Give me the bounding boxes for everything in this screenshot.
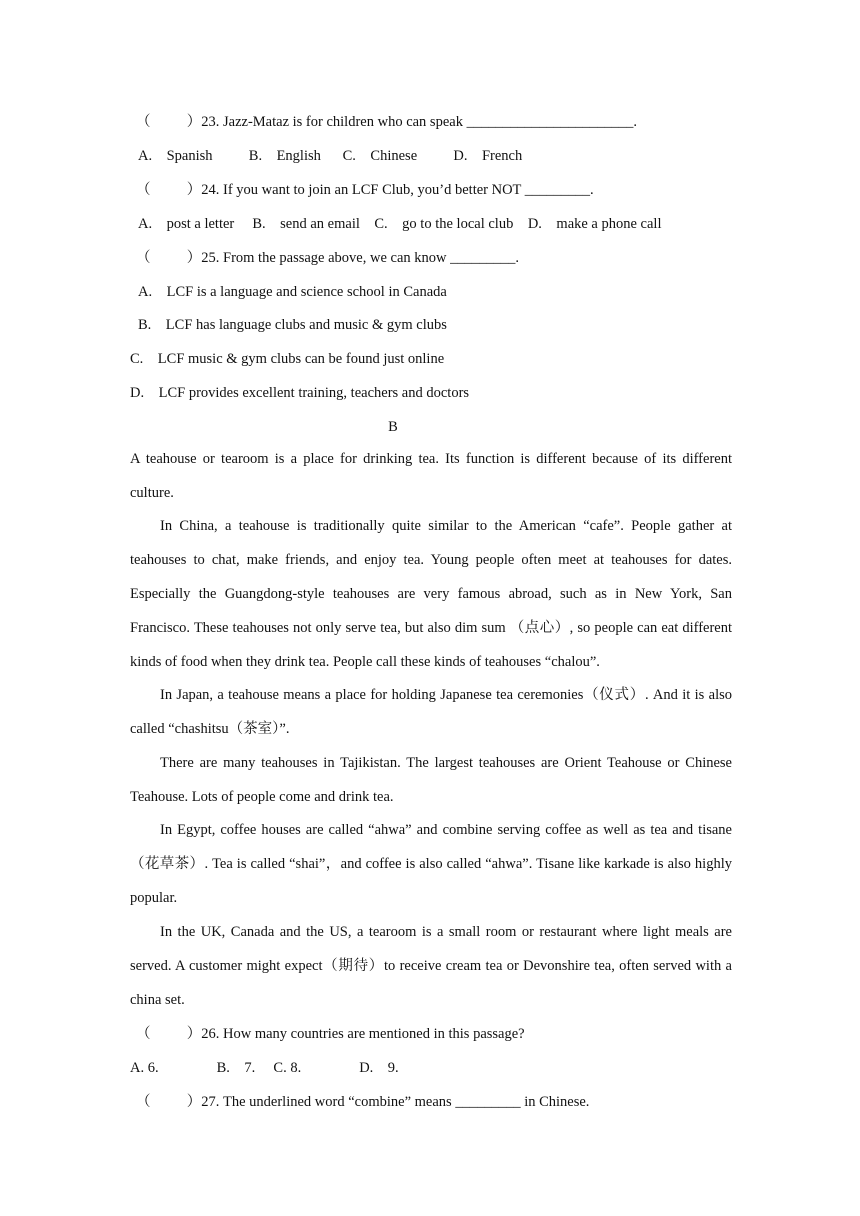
q24-options: A. post a letter B. send an email C. go to the local club D. make a phone call [138, 216, 662, 232]
passage-paragraph: In the UK, Canada and the US, a tearoom is a small room or restaurant where light meals are served. A customer might expect（期待）to receive cream tea or Devonshire tea, often served with a china set. [130, 924, 732, 1008]
q23-options: A. Spanish B. English C. Chinese D. French [138, 148, 523, 164]
q27-stem: （ ）27. The underlined word “combine” means _________ in Chinese. [136, 1094, 590, 1110]
section-heading: B [388, 419, 398, 435]
q25-option-c: C. LCF music & gym clubs can be found just online [130, 351, 445, 367]
passage-paragraph: In Japan, a teahouse means a place for holding Japanese tea ceremonies（仪式）. And it is also called “chashitsu（茶室）”. [130, 687, 732, 737]
passage-paragraph: A teahouse or tearoom is a place for drinking tea. Its function is different because of its different culture. [130, 451, 732, 501]
passage-paragraph: There are many teahouses in Tajikistan. The largest teahouses are Orient Teahouse or Chinese Teahouse. Lots of people come and drink tea. [130, 755, 732, 805]
q24-stem: （ ）24. If you want to join an LCF Club, you’d better NOT _________. [136, 182, 594, 198]
q26-stem: （ ）26. How many countries are mentioned in this passage? [136, 1026, 525, 1042]
q23-stem: （ ）23. Jazz-Mataz is for children who can speak _______________________. [136, 114, 637, 130]
q26-options: A. 6. B. 7. C. 8. D. 9. [130, 1060, 399, 1076]
passage-paragraph: In China, a teahouse is traditionally quite similar to the American “cafe”. People gather at teahouses to chat, make friends, and enjoy tea. Young people often meet at teahouses for dates. Especially the Guangdong-style teahouses are very famous abroad, such as in New York, San Francisco. These teahouses not only serve tea, but also dim sum （点心）, so people can eat different kinds of food when they drink tea. People call these kinds of teahouses “chalou”. [130, 518, 732, 670]
q25-option-b: B. LCF has language clubs and music & gym clubs [138, 317, 447, 333]
q25-option-a: A. LCF is a language and science school in Canada [138, 284, 447, 300]
q25-stem: （ ）25. From the passage above, we can know _________. [136, 250, 519, 266]
passage-paragraph: In Egypt, coffee houses are called “ahwa” and combine serving coffee as well as tea and tisane（花草茶）. Tea is called “shai”，and coffee is also called “ahwa”. Tisane like karkade is also highly popular. [130, 822, 732, 906]
q25-option-d: D. LCF provides excellent training, teachers and doctors [130, 385, 470, 401]
